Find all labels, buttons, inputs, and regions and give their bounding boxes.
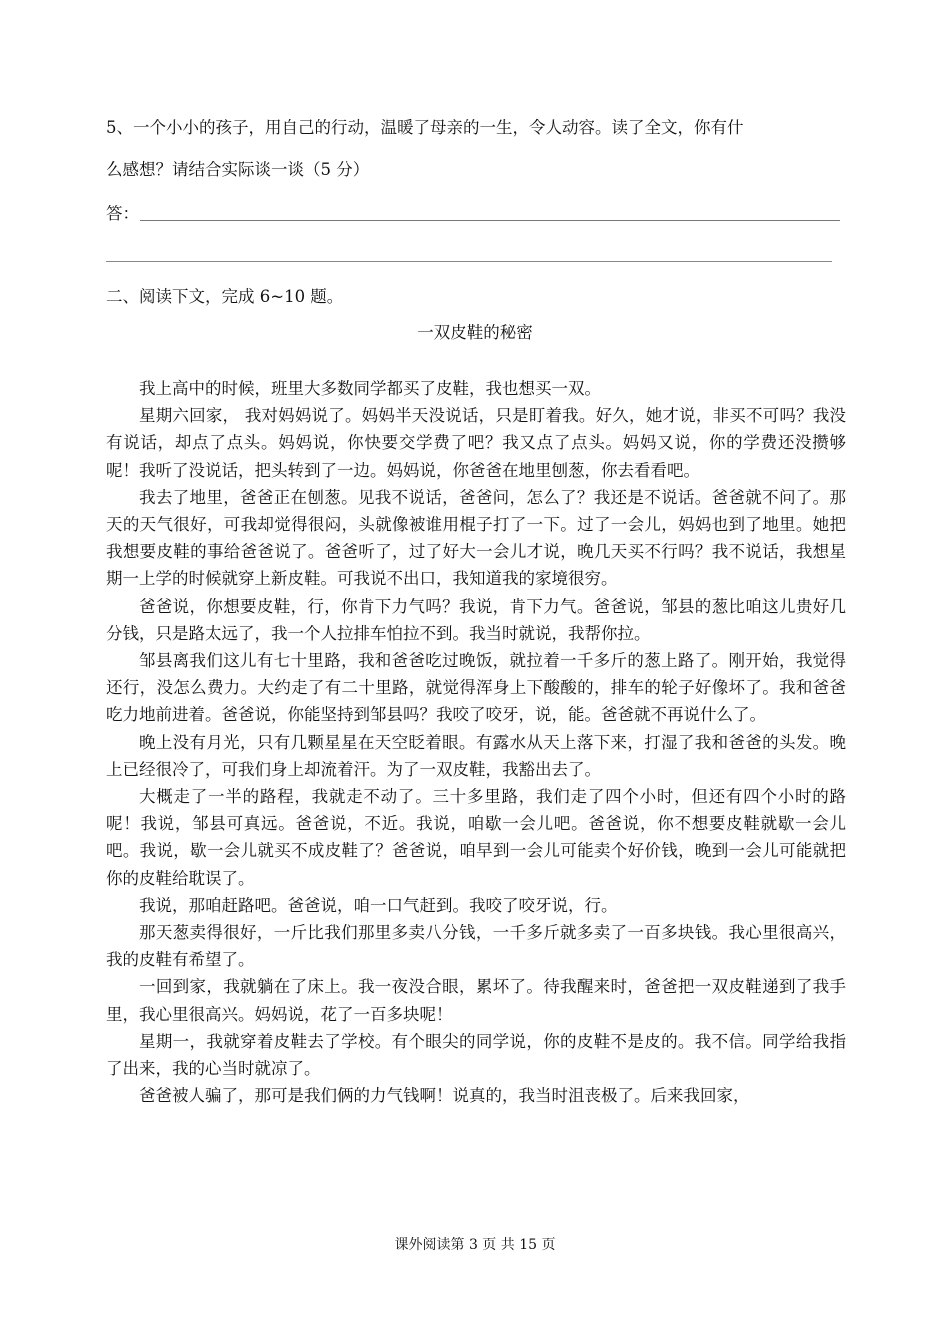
story-paragraph: 星期六回家， 我对妈妈说了。妈妈半天没说话，只是盯着我。好久，她才说，非买不可吗？我没有说话，却点了点头。妈妈说，你快要交学费了吧？我又点了点头。妈妈又说，你的学费还没攒够呢！我听了没说话，把头转到了一边。妈妈说，你爸爸在地里刨葱，你去看看吧。	[106, 406, 846, 480]
story-paragraph: 邹县离我们这儿有七十里路，我和爸爸吃过晚饭，就拉着一千多斤的葱上路了。刚开始，我觉得还行，没怎么费力。大约走了有二十里路，就觉得浑身上下酸酸的，排车的轮子好像坏了。我和爸爸吃力地前进着。爸爸说，你能坚持到邹县吗？我咬了咬牙，说，能。爸爸就不再说什么了。	[106, 651, 846, 725]
story-body	[106, 375, 846, 1109]
question-5-line-1: 5、一个小小的孩子，用自己的行动，温暖了母亲的一生，令人动容。读了全文，你有什	[106, 118, 744, 137]
story-paragraph: 爸爸被人骗了，那可是我们俩的力气钱啊！说真的，我当时沮丧极了。后来我回家，	[139, 1086, 750, 1106]
story-paragraph: 我去了地里，爸爸正在刨葱。见我不说话，爸爸问，怎么了？我还是不说话。爸爸就不问了。那天的天气很好，可我却觉得很闷，头就像被谁用棍子打了一下。过了一会儿，妈妈也到了地里。她把我想要皮鞋的事给爸爸说了。爸爸听了，过了好大一会儿才说，晚几天买不行吗？我不说话，我想星期一上学的时候就穿上新皮鞋。可我说不出口，我知道我的家境很穷。	[106, 487, 846, 589]
story-paragraph: 爸爸说，你想要皮鞋，行，你肯下力气吗？我说，肯下力气。爸爸说，邹县的葱比咱这儿贵好几分钱，只是路太远了，我一个人拉排车怕拉不到。我当时就说，我帮你拉。	[106, 596, 846, 643]
story-paragraph: 我说，那咱赶路吧。爸爸说，咱一口气赶到。我咬了咬牙说，行。	[139, 895, 618, 915]
story-paragraph: 星期一，我就穿着皮鞋去了学校。有个眼尖的同学说，你的皮鞋不是皮的。我不信。同学给我指了出来，我的心当时就凉了。	[106, 1031, 846, 1079]
story-paragraph: 一回到家，我就躺在了床上。我一夜没合眼，累坏了。待我醒来时，爸爸把一双皮鞋递到了我手里，我心里很高兴。妈妈说，花了一百多块呢！	[106, 977, 846, 1024]
answer-label: 答：	[106, 204, 139, 223]
page-footer: 课外阅读第 3 页 共 15 页	[394, 1237, 556, 1253]
section-heading: 二、阅读下文，完成 6~10 题。	[106, 287, 344, 306]
answer-blank-line-1	[140, 220, 840, 221]
story-title: 一双皮鞋的秘密	[417, 323, 533, 342]
answer-row	[106, 204, 846, 224]
story-paragraph: 大概走了一半的路程，我就走不动了。三十多里路，我们走了四个小时，但还有四个小时的路呢！我说，邹县可真远。爸爸说，不近。我说，咱歇一会儿吧。爸爸说，你不想要皮鞋就歇一会儿吧。我说，歇一会儿就买不成皮鞋了？爸爸说，咱早到一会儿可能卖个好价钱，晚到一会儿可能就把你的皮鞋给耽误了。	[106, 787, 846, 888]
question-5-line-2: 么感想？请结合实际谈一谈（5 分）	[106, 160, 370, 179]
story-paragraph: 我上高中的时候，班里大多数同学都买了皮鞋，我也想买一双。	[139, 379, 601, 398]
answer-blank-line-2	[106, 261, 832, 262]
story-paragraph: 晚上没有月光，只有几颗星星在天空眨着眼。有露水从天上落下来，打湿了我和爸爸的头发。晚上已经很冷了，可我们身上却流着汗。为了一双皮鞋，我豁出去了。	[106, 732, 846, 779]
story-paragraph: 那天葱卖得很好，一斤比我们那里多卖八分钱，一千多斤就多卖了一百多块钱。我心里很高兴，我的皮鞋有希望了。	[106, 923, 846, 970]
